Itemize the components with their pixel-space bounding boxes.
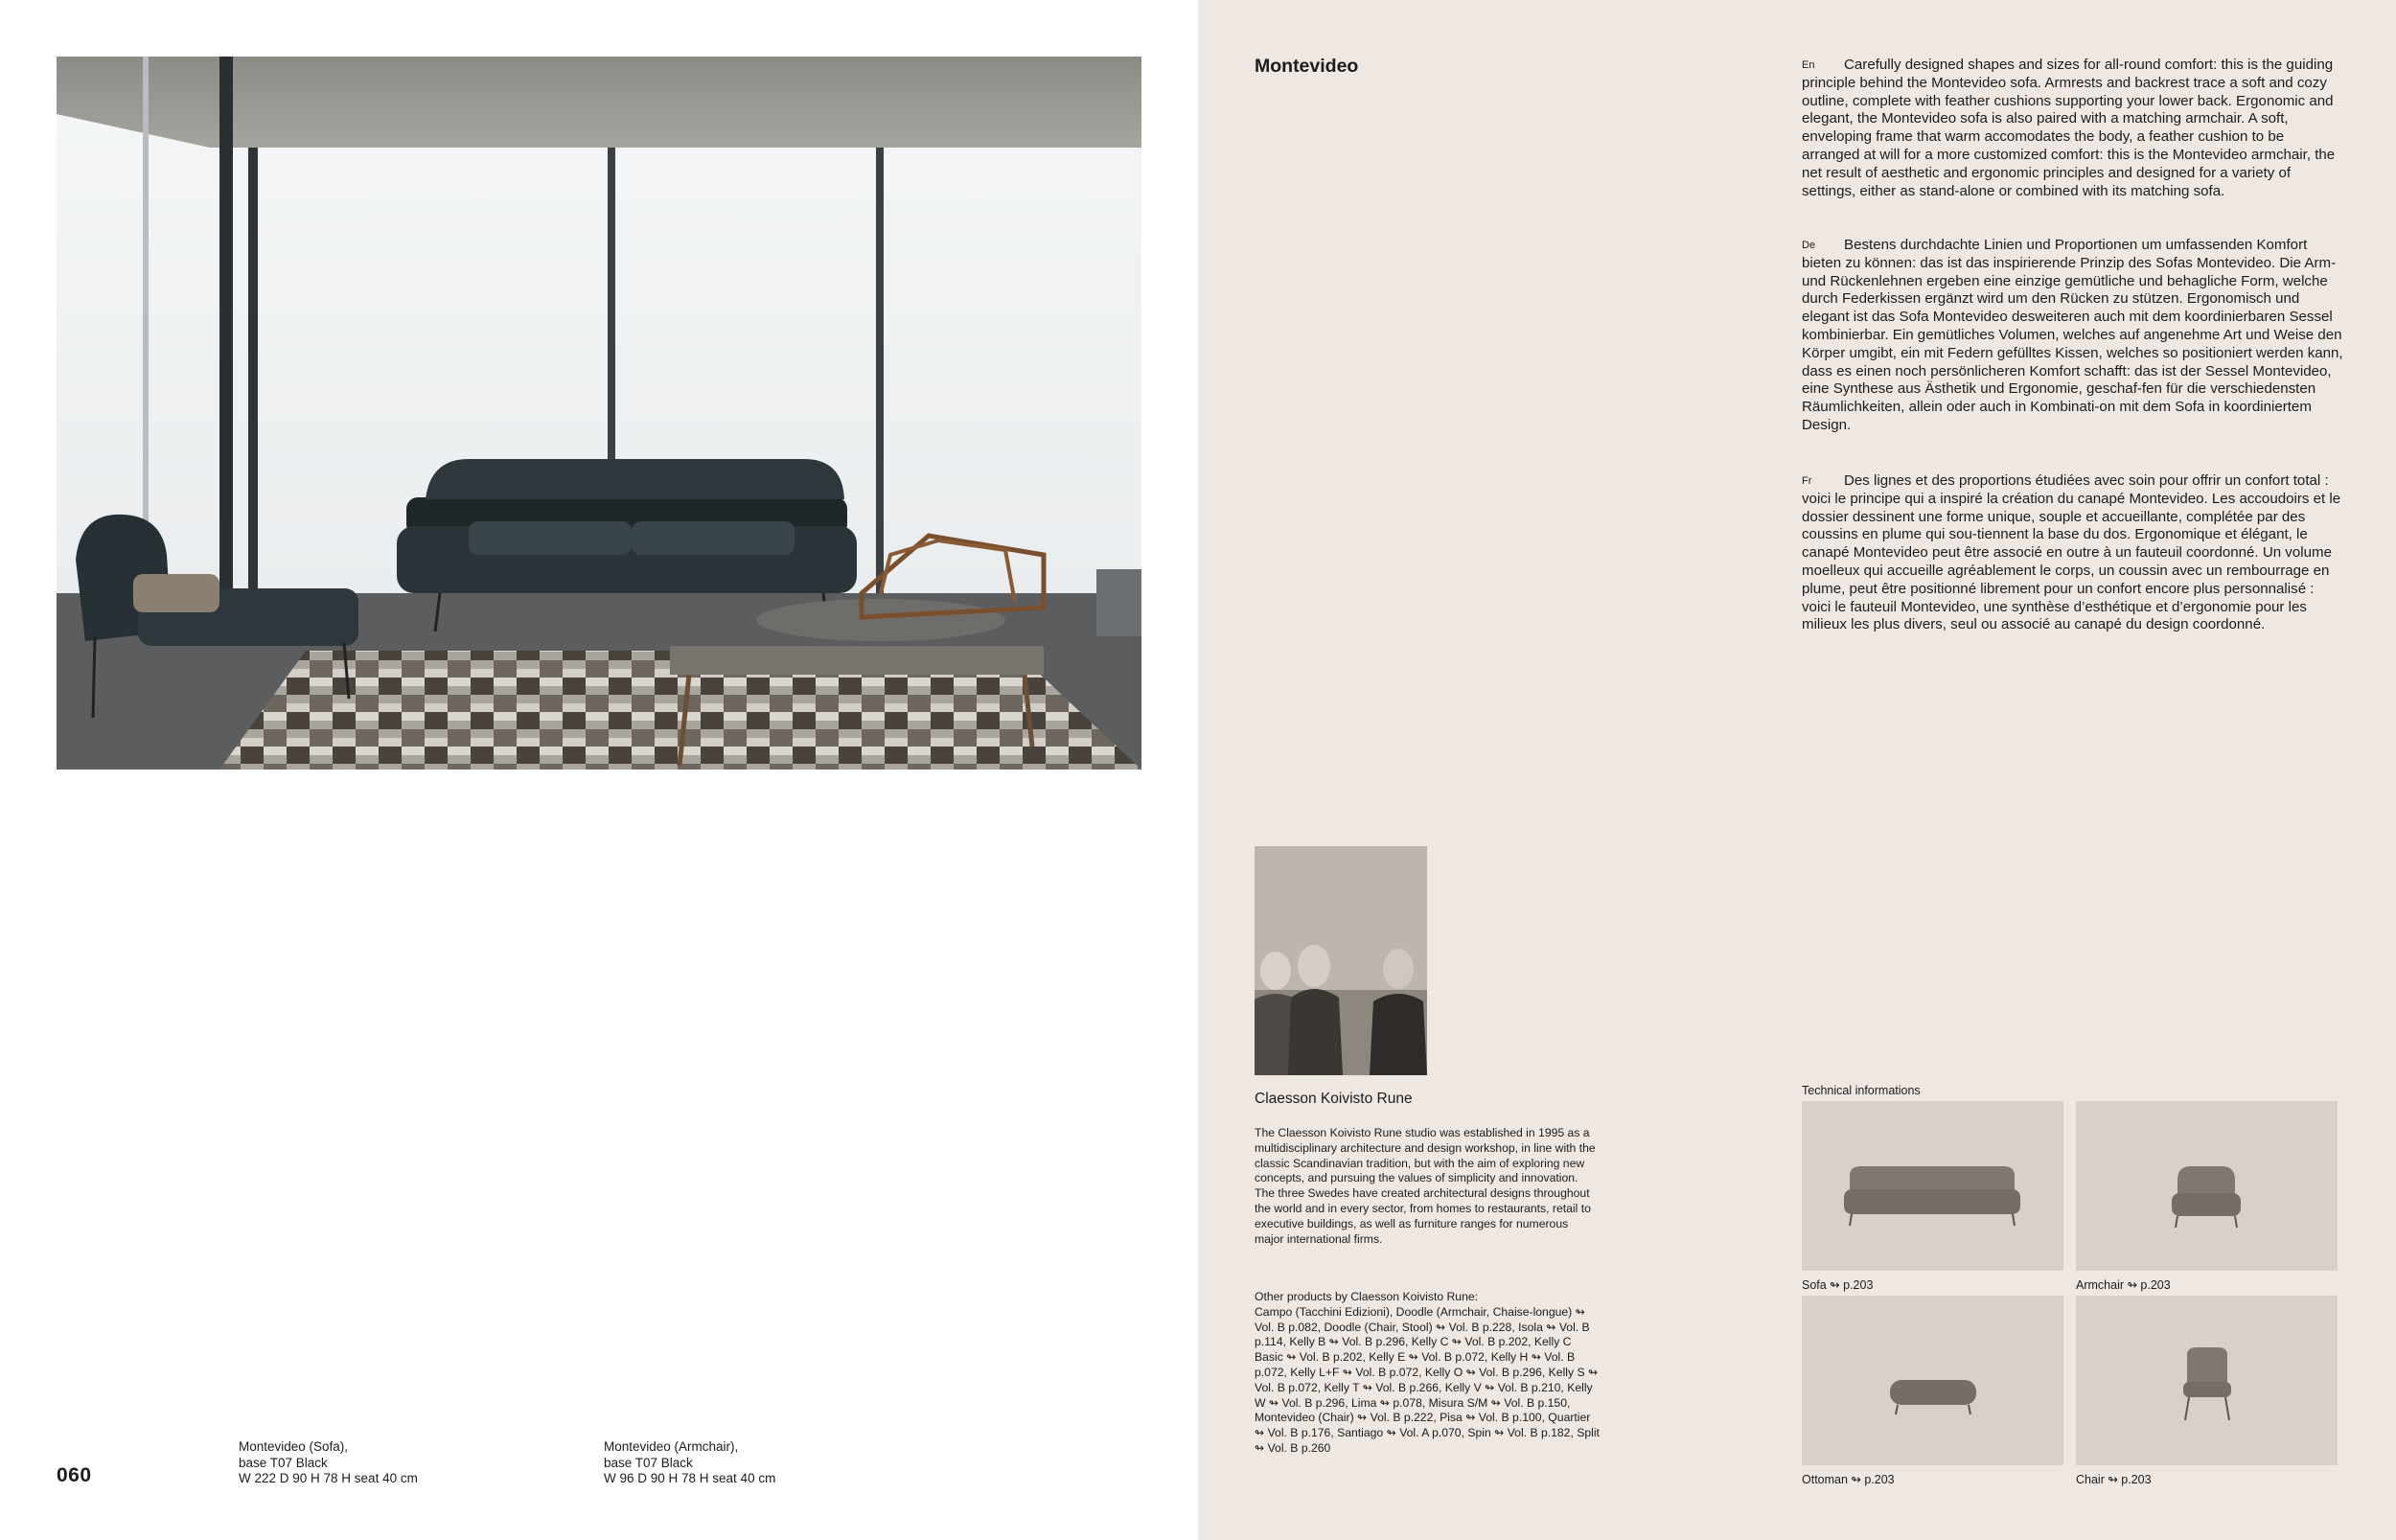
page-number: 060 — [57, 1464, 92, 1486]
designer-name: Claesson Koivisto Rune — [1255, 1091, 1413, 1107]
caption-line: Montevideo (Sofa), — [239, 1439, 349, 1454]
description-text: Bestens durchdachte Linien und Proportionen um umfassenden Komfort bieten zu können: das ist das inspirierende Prinzip des Sofas Montevideo. Die Arm- und Rückenlehnen ergeben eine einzige gemütliche und behagliche Form, welche durch Federkissen ergänzt wird um den Rücken zu stützen. Ergonomisch und elegant ist das Sofa Montevideo desweiteren auch mit dem koordinierbaren Sessel kombinierbar. Ein gemütliches Volumen, welches auf angenehme Art und Weise den Körper umgibt, ein mit Federn gefülltes Kissen, welches so positioniert werden kann, dass es einen noch persönlicheren Komfort schafft: das ist der Sessel Montevideo, eine Synthese aus Ästhetik und Ergonomie, geschaf-fen für die verschiedensten Räumlichkeiten, allein oder auch in Kombinati-on mit dem Sofa in koordiniertem Design. — [1802, 237, 2343, 433]
armchair-card[interactable] — [2076, 1101, 2338, 1271]
language-tag: Fr — [1802, 475, 1812, 487]
chair-card[interactable] — [2076, 1296, 2338, 1465]
designer-photo — [1255, 846, 1427, 1075]
language-tag: De — [1802, 240, 1816, 251]
caption-line: Montevideo (Armchair), — [604, 1439, 739, 1454]
designer-bio: The Claesson Koivisto Rune studio was established in 1995 as a multidisciplinary architecture and design workshop, in line with the classic Scandinavian tradition, but with the aim of exploring new concepts, and pursuing the values of simplicity and innovation. The three Swedes have created architectural designs throughout the world and in every sector, from homes to restaurants, retail to executive buildings, as well as furniture ranges for numerous major international firms. — [1255, 1126, 1596, 1246]
armchair-icon — [2076, 1101, 2338, 1271]
other-products-heading: Other products by Claesson Koivisto Rune: — [1255, 1290, 1479, 1303]
ottoman-link[interactable]: Ottoman ↬ p.203 — [1802, 1473, 1895, 1486]
sofa-card[interactable] — [1802, 1101, 2063, 1271]
caption-armchair — [604, 1439, 775, 1487]
caption-line: W 222 D 90 H 78 H seat 40 cm — [239, 1471, 418, 1485]
ottoman-card[interactable] — [1802, 1296, 2063, 1465]
chair-link[interactable]: Chair ↬ p.203 — [2076, 1473, 2152, 1486]
armchair-link[interactable]: Armchair ↬ p.203 — [2076, 1278, 2171, 1292]
chair-icon — [2076, 1296, 2338, 1465]
product-title: Montevideo — [1255, 56, 1359, 77]
hero-photo — [57, 57, 1141, 770]
description-english — [1802, 57, 2343, 200]
caption-sofa — [239, 1439, 418, 1487]
technical-heading: Technical informations — [1802, 1084, 1921, 1097]
caption-line: W 96 D 90 H 78 H seat 40 cm — [604, 1471, 776, 1485]
other-products-list: Campo (Tacchini Edizioni), Doodle (Armchair, Chaise-longue) ↬ Vol. B p.082, Doodle (Chair, Stool) ↬ Vol. B p.228, Isola ↬ Vol. B p.114, Kelly B ↬ Vol. B p.296, Kelly C ↬ Vol. B p.202, Kelly C Basic ↬ Vol. B p.202, Kelly E ↬ Vol. B p.072, Kelly H ↬ Vol. B p.072, Kelly L+F ↬ Vol. B p.072, Kelly O ↬ Vol. B p.296, Kelly S ↬ Vol. B p.072, Kelly T ↬ Vol. B p.266, Kelly V ↬ Vol. B p.210, Kelly W ↬ Vol. B p.296, Lima ↬ p.078, Misura S/M ↬ Vol. B p.150, Montevideo (Chair) ↬ Vol. B p.222, Pisa ↬ Vol. B p.100, Quartier ↬ Vol. B p.176, Santiago ↬ Vol. A p.070, Spin ↬ Vol. B p.182, Split ↬ Vol. B p.260 — [1255, 1304, 1600, 1455]
other-products — [1255, 1290, 1600, 1457]
description-french — [1802, 472, 2343, 634]
ottoman-icon — [1802, 1296, 2063, 1465]
designers-portrait-illustration — [1255, 846, 1427, 1075]
sofa-link[interactable]: Sofa ↬ p.203 — [1802, 1278, 1874, 1292]
living-room-illustration — [57, 57, 1141, 770]
language-tag: En — [1802, 59, 1815, 71]
description-text: Des lignes et des proportions étudiées avec soin pour offrir un confort total : voici le principe qui a inspiré la création du canapé Montevideo. Les accoudoirs et le dossier dessinent une forme unique, souple et accueillante, complétée par des coussins en plume qui sou-tiennent la base du dos. Ergonomique et élégant, le canapé Montevideo peut être associé en outre à un fauteuil coordonné. Un volume moelleux qui accueille agréablement le corps, un coussin avec un rembourrage en plume, peut être positionné librement pour un confort encore plus personnalisé : voici le fauteuil Montevideo, une synthèse d’esthétique et d’ergonomie pour les milieux les plus divers, seul ou associé au canapé du design coordonné. — [1802, 472, 2341, 633]
caption-line: base T07 Black — [604, 1455, 693, 1470]
sofa-icon — [1802, 1101, 2063, 1271]
description-text: Carefully designed shapes and sizes for all-round comfort: this is the guiding principle behind the Montevideo sofa. Armrests and backrest trace a soft and cozy outline, complete with feather cushions supporting your lower back. Ergonomic and elegant, the Montevideo sofa is also paired with a matching armchair. A soft, enveloping frame that warm accomodates the body, a feather cushion to be arranged at will for a more customized comfort: this is the Montevideo armchair, the net result of aesthetic and ergonomic principles and designed for a variety of settings, either as stand-alone or combined with its matching sofa. — [1802, 57, 2336, 199]
description-german — [1802, 237, 2343, 435]
caption-line: base T07 Black — [239, 1455, 328, 1470]
